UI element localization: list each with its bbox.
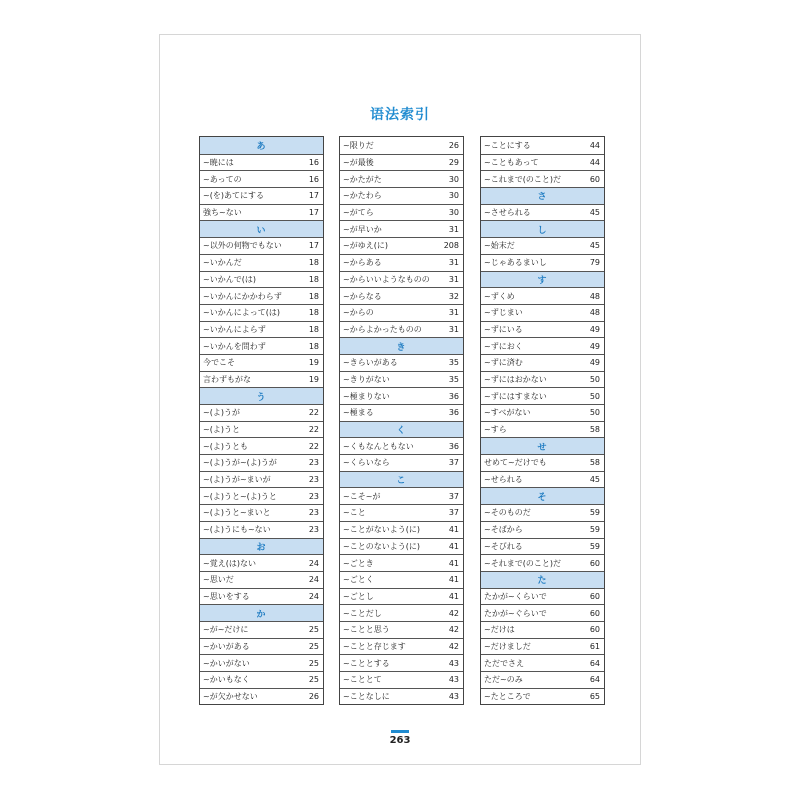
index-entry <box>481 454 604 471</box>
entry-page: 48 <box>589 308 600 318</box>
entry-term: ~ことと思う <box>343 625 390 635</box>
entry-term: せめて~だけでも <box>484 458 547 468</box>
index-entry <box>340 588 463 605</box>
entry-page: 31 <box>448 224 459 234</box>
index-entry <box>481 354 604 371</box>
entry-page: 42 <box>448 625 459 635</box>
index-entry <box>200 287 323 304</box>
index-entry <box>340 604 463 621</box>
entry-term: ~が~だけに <box>203 625 249 635</box>
index-entry <box>481 404 604 421</box>
entry-page: 25 <box>308 641 319 651</box>
index-entry <box>481 337 604 354</box>
entry-page: 60 <box>589 608 600 618</box>
entry-page: 25 <box>308 675 319 685</box>
entry-page: 19 <box>308 358 319 368</box>
index-entry <box>200 204 323 221</box>
entry-term: ~(よ)うが~(よ)うが <box>203 458 277 468</box>
entry-term: ~(よ)うと~(よ)うと <box>203 491 277 501</box>
entry-term: ~すら <box>484 425 507 435</box>
entry-page: 50 <box>589 391 600 401</box>
entry-page: 36 <box>448 408 459 418</box>
entry-term: ~からある <box>343 258 382 268</box>
entry-page: 18 <box>308 324 319 334</box>
index-entry <box>340 454 463 471</box>
entry-term: ~あっての <box>203 174 242 184</box>
index-entry <box>481 504 604 521</box>
index-entry <box>340 237 463 254</box>
index-entry <box>340 354 463 371</box>
entry-term: ~(よ)うとも <box>203 441 248 451</box>
entry-term: ~いかんにかかわらず <box>203 291 282 301</box>
page-title: 语法索引 <box>370 107 430 123</box>
entry-page: 60 <box>589 591 600 601</box>
entry-page: 36 <box>448 391 459 401</box>
entry-page: 79 <box>589 258 600 268</box>
index-entry <box>200 454 323 471</box>
entry-term: ~いかんで(は) <box>203 274 256 284</box>
index-entry <box>481 287 604 304</box>
entry-term: ~(よ)うが <box>203 408 240 418</box>
entry-term: ~(よ)うにも~ない <box>203 525 271 535</box>
entry-term: ~かたわら <box>343 191 382 201</box>
index-entry <box>200 170 323 187</box>
entry-page: 18 <box>308 291 319 301</box>
index-entry <box>481 538 604 555</box>
entry-term: ~いかんによって(は) <box>203 308 280 318</box>
entry-page: 22 <box>308 425 319 435</box>
index-entry <box>340 571 463 588</box>
index-entry <box>481 688 604 705</box>
entry-page: 36 <box>448 441 459 451</box>
index-entry <box>481 154 604 171</box>
entry-term: ~すべがない <box>484 408 531 418</box>
entry-page: 29 <box>448 158 459 168</box>
entry-term: 強ち~ない <box>203 208 242 218</box>
index-entry <box>340 538 463 555</box>
entry-term: ~がてら <box>343 208 374 218</box>
index-entry <box>340 387 463 404</box>
section-header: す <box>481 271 604 288</box>
entry-term: ~これまで(のこと)だ <box>484 174 561 184</box>
section-header: し <box>481 220 604 237</box>
entry-page: 59 <box>589 525 600 535</box>
index-entry <box>340 437 463 454</box>
index-entry <box>481 604 604 621</box>
index-entry <box>200 671 323 688</box>
index-entry <box>340 521 463 538</box>
entry-page: 17 <box>308 241 319 251</box>
section-header: か <box>200 604 323 621</box>
entry-term: ~ずじまい <box>484 308 523 318</box>
index-entry <box>340 621 463 638</box>
entry-term: ~くもなんともない <box>343 441 414 451</box>
entry-page: 50 <box>589 374 600 384</box>
index-entry <box>200 588 323 605</box>
entry-term: ただでさえ <box>484 658 524 668</box>
entry-page: 18 <box>308 274 319 284</box>
index-entry <box>200 688 323 705</box>
entry-term: ~させられる <box>484 208 531 218</box>
entry-page: 16 <box>308 158 319 168</box>
section-header: こ <box>340 471 463 488</box>
entry-term: ~ことがないよう(に) <box>343 525 420 535</box>
index-entry <box>340 220 463 237</box>
entry-page: 22 <box>308 441 319 451</box>
entry-term: ~ずに済む <box>484 358 523 368</box>
entry-term: ~ずにいる <box>484 324 523 334</box>
entry-page: 43 <box>448 692 459 702</box>
index-entry <box>481 621 604 638</box>
entry-term: ~いかんだ <box>203 258 242 268</box>
index-entry <box>200 304 323 321</box>
entry-term: ~思いだ <box>203 575 234 585</box>
entry-term: ~かいがない <box>203 658 250 668</box>
index-column-2 <box>339 136 464 705</box>
entry-term: ~からなる <box>343 291 382 301</box>
entry-page: 208 <box>443 241 459 251</box>
section-header: き <box>340 337 463 354</box>
entry-term: ~以外の何物でもない <box>203 241 282 251</box>
entry-page: 41 <box>448 541 459 551</box>
entry-page: 30 <box>448 191 459 201</box>
index-entry <box>340 654 463 671</box>
entry-page: 18 <box>308 341 319 351</box>
index-entry <box>481 371 604 388</box>
entry-term: ~くらいなら <box>343 458 390 468</box>
entry-page: 60 <box>589 625 600 635</box>
index-entry <box>200 337 323 354</box>
index-entry <box>481 521 604 538</box>
index-entry <box>481 204 604 221</box>
entry-term: ~こそ~が <box>343 491 381 501</box>
entry-term: ~きらいがある <box>343 358 398 368</box>
entry-page: 17 <box>308 191 319 201</box>
index-entry <box>200 237 323 254</box>
entry-term: ~ずにおく <box>484 341 523 351</box>
entry-term: ~ことだし <box>343 608 382 618</box>
entry-page: 16 <box>308 174 319 184</box>
entry-page: 45 <box>589 475 600 485</box>
entry-page: 42 <box>448 608 459 618</box>
entry-term: ~こととする <box>343 658 390 668</box>
entry-term: たかが~ぐらいで <box>484 608 547 618</box>
entry-term: ~かいがある <box>203 641 250 651</box>
entry-term: ~がゆえ(に) <box>343 241 388 251</box>
entry-term: ~だけは <box>484 625 515 635</box>
index-entry <box>200 271 323 288</box>
entry-page: 23 <box>308 491 319 501</box>
index-entry <box>200 571 323 588</box>
entry-term: ~それまで(のこと)だ <box>484 558 561 568</box>
index-entry <box>481 588 604 605</box>
entry-term: ただ~のみ <box>484 675 523 685</box>
entry-term: ~たところで <box>484 692 531 702</box>
entry-page: 31 <box>448 308 459 318</box>
entry-page: 37 <box>448 508 459 518</box>
entry-page: 43 <box>448 658 459 668</box>
index-entry <box>200 554 323 571</box>
index-entry <box>340 638 463 655</box>
entry-term: ~からの <box>343 308 374 318</box>
entry-page: 26 <box>448 140 459 150</box>
index-entry <box>481 321 604 338</box>
entry-page: 60 <box>589 174 600 184</box>
entry-page: 23 <box>308 475 319 485</box>
entry-page: 41 <box>448 525 459 535</box>
entry-term: ~極まりない <box>343 391 390 401</box>
entry-term: ~ことと存じます <box>343 641 406 651</box>
index-entry <box>200 154 323 171</box>
entry-page: 24 <box>308 591 319 601</box>
entry-term: ~ことのないよう(に) <box>343 541 420 551</box>
entry-page: 65 <box>589 692 600 702</box>
entry-term: ~暁には <box>203 158 234 168</box>
entry-page: 17 <box>308 208 319 218</box>
entry-page: 25 <box>308 625 319 635</box>
entry-term: ~そびれる <box>484 541 523 551</box>
entry-page: 49 <box>589 358 600 368</box>
entry-term: ~限りだ <box>343 140 374 150</box>
entry-page: 59 <box>589 541 600 551</box>
index-entry <box>340 287 463 304</box>
entry-term: ~からよかったものの <box>343 324 422 334</box>
entry-term: ~こともあって <box>484 158 539 168</box>
entry-page: 19 <box>308 374 319 384</box>
entry-term: ~(を)あてにする <box>203 191 264 201</box>
entry-page: 37 <box>448 458 459 468</box>
index-entry <box>340 371 463 388</box>
entry-page: 50 <box>589 408 600 418</box>
page-number: 263 <box>389 735 411 746</box>
index-entry <box>481 654 604 671</box>
index-entry <box>200 354 323 371</box>
entry-page: 24 <box>308 558 319 568</box>
entry-term: ~きりがない <box>343 374 390 384</box>
entry-page: 23 <box>308 458 319 468</box>
index-entry <box>481 421 604 438</box>
index-entry <box>340 137 463 154</box>
entry-term: ~が最後 <box>343 158 374 168</box>
entry-term: ~ずにはおかない <box>484 374 547 384</box>
entry-page: 48 <box>589 291 600 301</box>
entry-page: 58 <box>589 458 600 468</box>
index-entry <box>481 638 604 655</box>
index-entry <box>200 504 323 521</box>
entry-term: ~ずにはすまない <box>484 391 547 401</box>
section-header: せ <box>481 437 604 454</box>
section-header: た <box>481 571 604 588</box>
section-header: い <box>200 220 323 237</box>
entry-page: 41 <box>448 591 459 601</box>
entry-page: 25 <box>308 658 319 668</box>
section-header: そ <box>481 487 604 504</box>
index-entry <box>340 554 463 571</box>
entry-term: ~かたがた <box>343 174 382 184</box>
index-column-3 <box>480 136 605 705</box>
index-entry <box>200 638 323 655</box>
entry-page: 24 <box>308 575 319 585</box>
entry-term: ~いかんによらず <box>203 324 266 334</box>
index-entry <box>200 321 323 338</box>
index-entry <box>200 654 323 671</box>
entry-term: ~からいいようなものの <box>343 274 430 284</box>
index-entry <box>200 487 323 504</box>
page-number-bar <box>391 730 409 733</box>
section-header: お <box>200 538 323 555</box>
entry-page: 22 <box>308 408 319 418</box>
entry-term: ~(よ)うが~まいが <box>203 475 271 485</box>
entry-page: 18 <box>308 308 319 318</box>
entry-page: 41 <box>448 575 459 585</box>
index-entry <box>481 170 604 187</box>
entry-page: 64 <box>589 658 600 668</box>
entry-page: 31 <box>448 274 459 284</box>
entry-page: 31 <box>448 324 459 334</box>
index-entry <box>481 237 604 254</box>
section-header: さ <box>481 187 604 204</box>
index-entry <box>481 137 604 154</box>
index-entry <box>340 688 463 705</box>
index-entry <box>340 271 463 288</box>
entry-page: 59 <box>589 508 600 518</box>
index-entry <box>481 471 604 488</box>
index-column-1 <box>199 136 324 705</box>
entry-term: ~ことにする <box>484 140 531 150</box>
entry-page: 35 <box>448 374 459 384</box>
entry-term: ~ごとし <box>343 591 374 601</box>
index-entry <box>481 554 604 571</box>
entry-term: ~そばから <box>484 525 523 535</box>
entry-term: ~覚え(は)ない <box>203 558 256 568</box>
entry-page: 61 <box>589 641 600 651</box>
entry-page: 23 <box>308 508 319 518</box>
entry-page: 49 <box>589 341 600 351</box>
index-entry <box>200 254 323 271</box>
index-entry <box>200 371 323 388</box>
entry-term: ~ことなしに <box>343 692 390 702</box>
entry-page: 41 <box>448 558 459 568</box>
entry-term: ~ずくめ <box>484 291 515 301</box>
index-entry <box>200 521 323 538</box>
index-entry <box>340 187 463 204</box>
entry-page: 49 <box>589 324 600 334</box>
entry-page: 42 <box>448 641 459 651</box>
entry-term: ~せられる <box>484 475 523 485</box>
entry-term: ~こととて <box>343 675 382 685</box>
index-entry <box>340 404 463 421</box>
index-entry <box>481 387 604 404</box>
entry-term: ~だけましだ <box>484 641 531 651</box>
entry-term: ~が早いか <box>343 224 382 234</box>
entry-term: 言わずもがな <box>203 374 251 384</box>
section-header: あ <box>200 137 323 154</box>
entry-page: 26 <box>308 692 319 702</box>
index-entry <box>340 254 463 271</box>
index-entry <box>200 437 323 454</box>
entry-page: 45 <box>589 241 600 251</box>
entry-page: 45 <box>589 208 600 218</box>
index-entry <box>340 304 463 321</box>
entry-term: 今でこそ <box>203 358 235 368</box>
entry-page: 23 <box>308 525 319 535</box>
entry-term: ~ごとき <box>343 558 374 568</box>
index-entry <box>340 204 463 221</box>
entry-term: ~じゃあるまいし <box>484 258 547 268</box>
entry-term: たかが~くらいで <box>484 591 547 601</box>
index-entry <box>200 471 323 488</box>
entry-page: 30 <box>448 174 459 184</box>
entry-term: ~こと <box>343 508 366 518</box>
index-entry <box>481 671 604 688</box>
entry-page: 58 <box>589 425 600 435</box>
index-entry <box>340 671 463 688</box>
index-entry <box>340 154 463 171</box>
index-entry <box>200 621 323 638</box>
index-entry <box>200 404 323 421</box>
entry-term: ~思いをする <box>203 591 250 601</box>
entry-page: 30 <box>448 208 459 218</box>
entry-term: ~(よ)うと <box>203 425 240 435</box>
entry-term: ~いかんを問わず <box>203 341 266 351</box>
entry-term: ~(よ)うと~まいと <box>203 508 271 518</box>
index-entry <box>340 487 463 504</box>
entry-term: ~かいもなく <box>203 675 250 685</box>
index-entry <box>481 304 604 321</box>
index-entry <box>340 504 463 521</box>
index-entry <box>200 187 323 204</box>
section-header: く <box>340 421 463 438</box>
entry-page: 35 <box>448 358 459 368</box>
index-entry <box>340 321 463 338</box>
entry-term: ~極まる <box>343 408 374 418</box>
entry-page: 37 <box>448 491 459 501</box>
entry-page: 32 <box>448 291 459 301</box>
entry-term: ~始末だ <box>484 241 515 251</box>
index-entry <box>200 421 323 438</box>
index-entry <box>481 254 604 271</box>
entry-page: 44 <box>589 158 600 168</box>
entry-page: 64 <box>589 675 600 685</box>
index-entry <box>340 170 463 187</box>
entry-page: 43 <box>448 675 459 685</box>
entry-term: ~そのものだ <box>484 508 531 518</box>
entry-page: 31 <box>448 258 459 268</box>
entry-page: 18 <box>308 258 319 268</box>
section-header: う <box>200 387 323 404</box>
entry-page: 44 <box>589 140 600 150</box>
entry-term: ~が欠かせない <box>203 692 258 702</box>
entry-term: ~ごとく <box>343 575 374 585</box>
entry-page: 60 <box>589 558 600 568</box>
